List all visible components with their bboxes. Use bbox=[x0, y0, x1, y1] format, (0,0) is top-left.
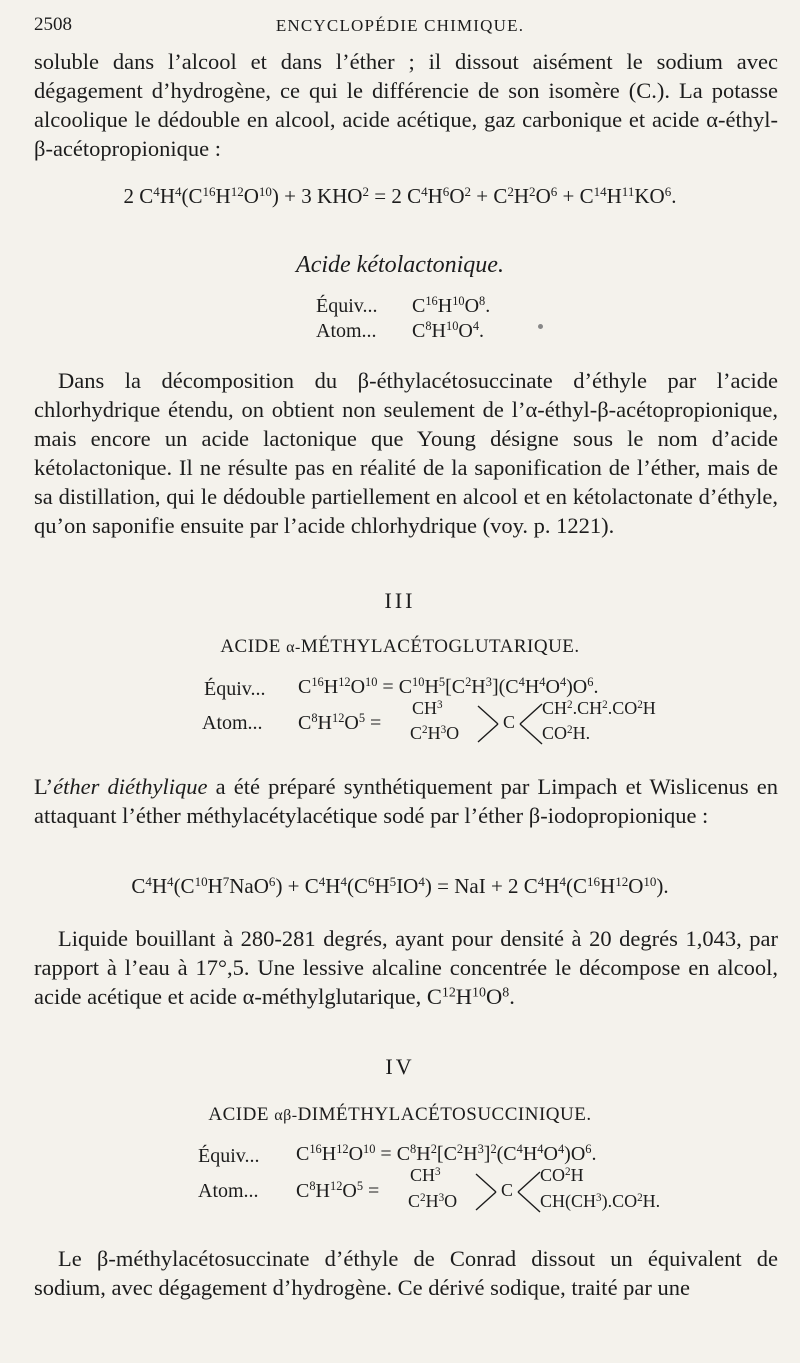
page-header bbox=[34, 14, 766, 44]
equiv-formula: $C^{16}H^{12}O^{10} = C^{10}H^5[C^2H^3](C^4H^4O^4)O^6$. bbox=[298, 675, 599, 698]
atom-formula: $C^8H^{10}O^4$. bbox=[412, 319, 485, 342]
struct-center-carbon: C bbox=[501, 1180, 514, 1200]
struct-bottom-right: $CH(CH^3).CO^2H$. bbox=[540, 1191, 661, 1211]
paragraph-ketolactonique: Dans la décomposition du β-éthylacétosuccinate d’éthyle par l’acide chlorhydrique étendu, on obtient non seulement de l’α-éthyl-β-acétopropionique, mais encore un acide lactonique que Young désigne sous le nom d’acide kétolactonique. Il ne résulte pas en réalité de la saponification de l’éther, mais de sa distillation, qui le dédouble partiellement en alcool et en kétolactonate d’éthyle, qu’on saponifie ensuite par l’acide chlorhydrique (voy. p. 1221). bbox=[34, 368, 778, 538]
section-number-iii: III bbox=[384, 588, 416, 613]
paragraph-ether-diethylique: L’éther diéthylique a été préparé synthétiquement par Limpach et Wislicenus en attaquant l’éther méthylacétylacétique sodé par l’éther β-iodopropionique : bbox=[34, 774, 778, 828]
struct-top-right: $CO^2H$ bbox=[540, 1165, 584, 1185]
struct-bottom-left: $C^2H^3O$ bbox=[410, 723, 460, 743]
paragraph-methylacetosuccinate: Le β-méthylacétosuccinate d’éthyle de Conrad dissout un équivalent de sodium, avec dégagement d’hydrogène. Ce dérivé sodique, traité par une bbox=[34, 1246, 778, 1300]
running-head: ENCYCLOPÉDIE CHIMIQUE. bbox=[275, 16, 525, 35]
struct-center-carbon: C bbox=[503, 712, 516, 732]
struct-bottom-left: $C^2H^3O$ bbox=[408, 1191, 458, 1211]
equation-potash: 2 $C^4H^4(C^{16}H^{12}O^{10}) + 3$ $KHO^2 = 2$ $C^4H^6O^2 + C^2H^2O^6 + C^{14}H^{11}KO^6$. bbox=[123, 183, 677, 208]
section-title-ketolactonique: Acide kétolactonique. bbox=[296, 252, 504, 278]
section-number-iv: IV bbox=[385, 1054, 415, 1079]
section-title-dimethylacetosuccinique: ACIDE αβ-DIMÉTHYLACÉTOSUCCINIQUE. bbox=[208, 1104, 592, 1125]
paragraph-1: soluble dans l’alcool et dans l’éther ; il dissout aisément le sodium avec dégagement d’hydrogène, ce qui le différencie de son isomère (C.). La potasse alcoolique le dédouble en alcool, acide acétique, gaz carbonique et acide α-éthyl-β-acétopropionique : bbox=[34, 49, 778, 161]
atom-formula: $C^8H^{12}O^5$ = bbox=[296, 1179, 380, 1202]
struct-top-left: $CH^3$ bbox=[410, 1165, 441, 1185]
equiv-label: Équiv... bbox=[204, 678, 266, 700]
ink-speck bbox=[538, 324, 543, 329]
equiv-formula: $C^{16}H^{12}O^{10} = C^8H^2[C^2H^3]^2(C^4H^4O^4)O^6$. bbox=[296, 1142, 597, 1165]
section-title-methylacetoglutarique: ACIDE α-MÉTHYLACÉTOGLUTARIQUE. bbox=[220, 636, 580, 657]
atom-formula: $C^8H^{12}O^5$ = bbox=[298, 711, 382, 734]
equiv-label: Équiv... bbox=[316, 295, 378, 317]
struct-bottom-right: $CO^2H$. bbox=[542, 723, 591, 743]
paragraph-liquide: Liquide bouillant à 280-281 degrés, ayant pour densité à 20 degrés 1,043, par rapport à l’eau à 17°,5. Une lessive alcaline concentrée le décompose en alcool, acide acétique et acide α-méthylglutarique, $C^{12}H^{10}O^8$. bbox=[34, 926, 778, 1009]
atom-label: Atom... bbox=[202, 712, 263, 734]
atom-label: Atom... bbox=[316, 320, 377, 342]
atom-label: Atom... bbox=[198, 1180, 259, 1202]
page-number: 2508 bbox=[34, 14, 72, 35]
equiv-label: Équiv... bbox=[198, 1145, 260, 1167]
equiv-formula: $C^{16}H^{10}O^8$. bbox=[412, 294, 491, 317]
equation-synthesis: $C^4H^4(C^{10}H^7NaO^6) + C^4H^4(C^6H^5IO^4)$ = NaI + 2 $C^4H^4(C^{16}H^{12}O^{10})$. bbox=[131, 873, 669, 898]
struct-top-right: $CH^2.CH^2.CO^2H$ bbox=[542, 698, 656, 718]
struct-top-left: $CH^3$ bbox=[412, 698, 443, 718]
